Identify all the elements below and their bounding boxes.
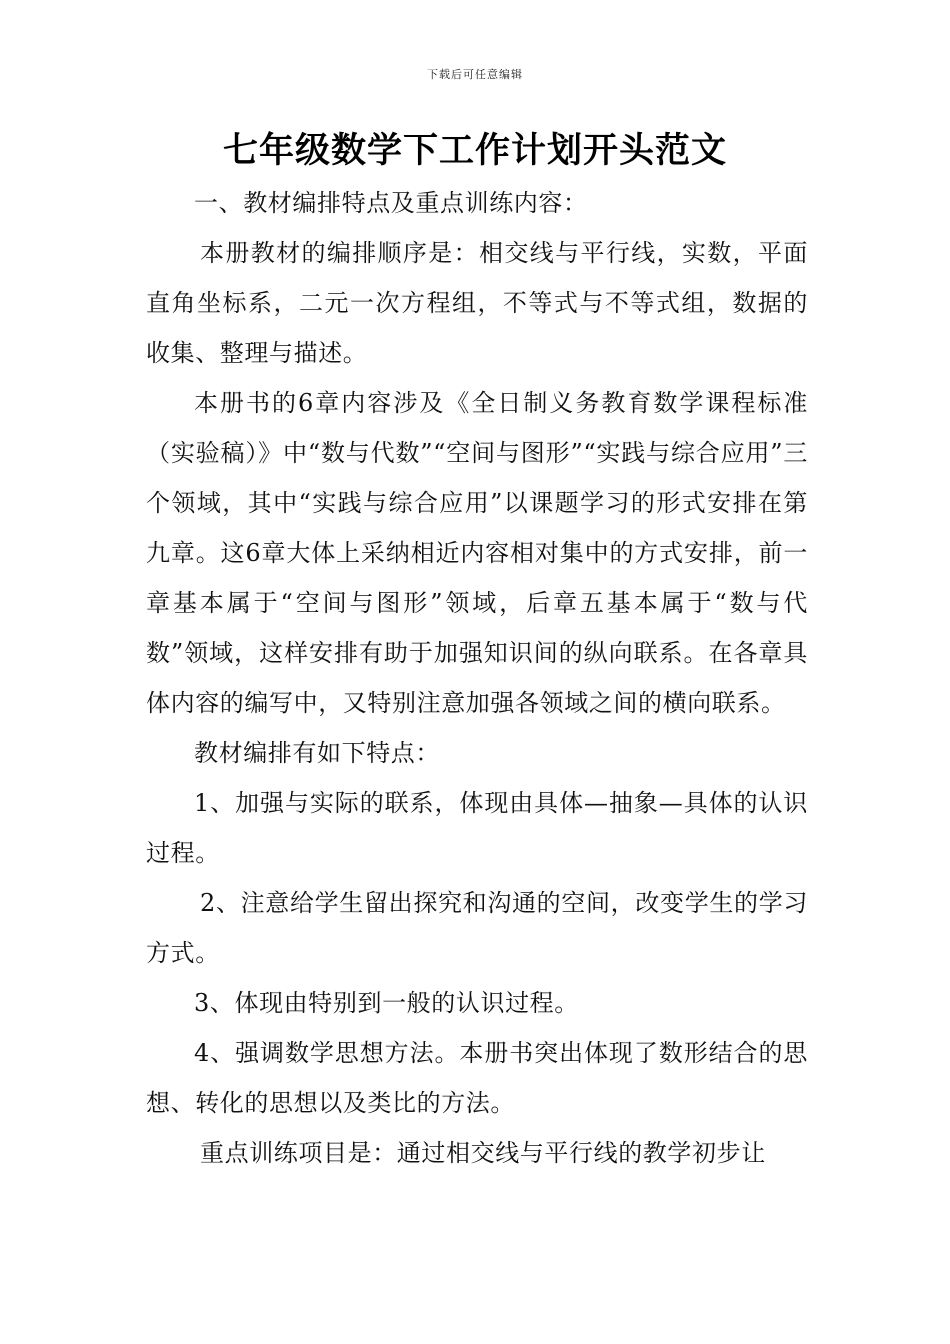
paragraph-key-training: 重点训练项目是：通过相交线与平行线的教学初步让: [200, 1139, 766, 1167]
feature-item-4: 4、强调数学思想方法。本册书突出体现了数形结合的思想、转化的思想以及类比的方法。: [146, 1039, 808, 1117]
feature-item-1: 1、加强与实际的联系，体现由具体—抽象—具体的认识过程。: [146, 789, 808, 867]
paragraph-order: 本册教材的编排顺序是：相交线与平行线，实数，平面直角坐标系，二元一次方程组，不等式与不等式组，数据的收集、整理与描述。: [146, 239, 808, 367]
feature-item-3: 3、体现由特别到一般的认识过程。: [194, 989, 579, 1017]
document-title: 七年级数学下工作计划开头范文: [222, 131, 727, 171]
feature-item-2: 2、注意给学生留出探究和沟通的空间，改变学生的学习方式。: [146, 889, 808, 967]
paragraph-features-intro: 教材编排有如下特点：: [194, 739, 440, 767]
header-note: 下载后可任意编辑: [427, 68, 523, 81]
paragraph-chapters: 本册书的6章内容涉及《全日制义务教育数学课程标准（实验稿）》中“数与代数”“空间与图形”“实践与综合应用”三个领域，其中“实践与综合应用”以课题学习的形式安排在第九章。这6章大体上采纳相近内容相对集中的方式安排，前一章基本属于“空间与图形”领域，后章五基本属于“数与代数”领域，这样安排有助于加强知识间的纵向联系。在各章具体内容的编写中，又特别注意加强各领域之间的横向联系。: [146, 389, 808, 717]
section-heading: 一、教材编排特点及重点训练内容：: [194, 189, 588, 217]
document-body: [146, 178, 808, 1178]
